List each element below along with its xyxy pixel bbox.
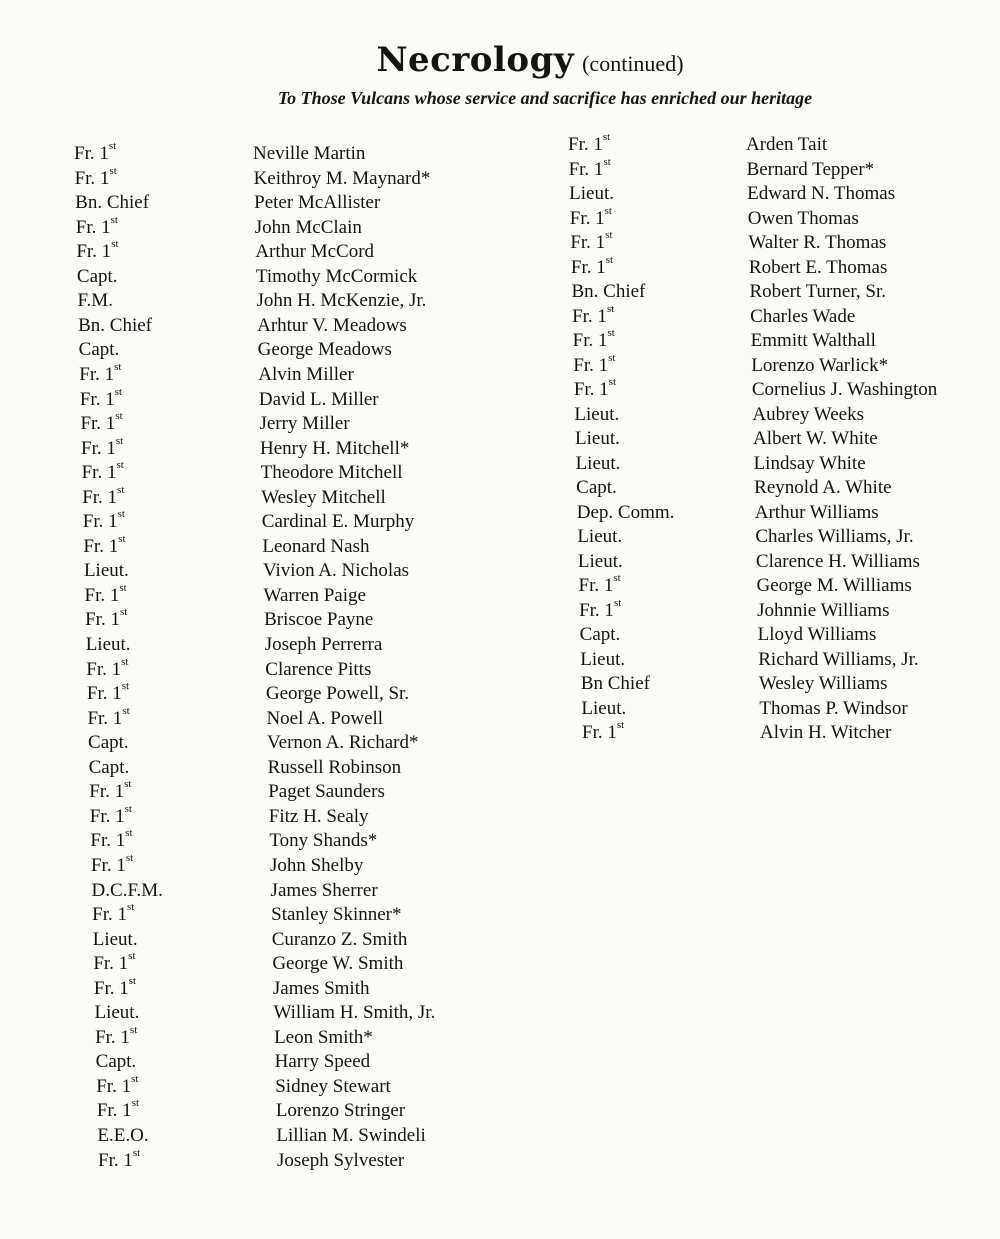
person-name: Lorenzo Stringer (275, 1100, 406, 1122)
rank-label: Fr. 1st (81, 459, 124, 484)
person-name: Owen Thomas (747, 207, 859, 229)
rank-label: Fr. 1st (96, 1097, 140, 1122)
person-name: George M. Williams (756, 575, 912, 596)
rank-label: Capt. (76, 265, 118, 287)
rank-label: Lieut. (581, 697, 627, 719)
person-name: Noel A. Powell (266, 707, 384, 729)
rank-label: Fr. 1st (98, 1146, 141, 1171)
rank-label: Fr. 1st (82, 483, 125, 508)
rank-label: Fr. 1st (74, 164, 117, 189)
person-name: Stanley Skinner* (271, 904, 402, 926)
person-name: Arhtur V. Meadows (257, 314, 407, 336)
person-name: Leon Smith* (274, 1026, 373, 1048)
rank-label: Capt. (88, 756, 130, 778)
rank-label: Lieut. (569, 183, 615, 204)
rank-label: Fr. 1st (582, 719, 625, 743)
person-name: Henry H. Mitchell* (260, 437, 410, 459)
rank-label: Fr. 1st (572, 302, 615, 327)
person-name: Tony Shands* (269, 830, 378, 852)
person-name: Warren Paige (263, 584, 366, 606)
person-name: Robert Turner, Sr. (749, 281, 886, 302)
person-name: Paget Saunders (268, 781, 385, 803)
rank-label: Fr. 1st (579, 596, 622, 621)
title-line (0, 40, 1000, 80)
rank-label: Fr. 1st (89, 802, 132, 827)
person-name: Sidney Stewart (275, 1075, 391, 1097)
person-name: Reynold A. White (754, 477, 892, 498)
person-name: Leonard Nash (262, 535, 370, 557)
title-suffix: (continued) (582, 51, 684, 76)
rank-label: Capt. (576, 477, 617, 498)
person-name: Lindsay White (753, 452, 866, 474)
rank-label: Lieut. (575, 428, 620, 449)
person-name: James Smith (272, 977, 370, 999)
rank-label: Fr. 1st (578, 572, 621, 596)
rank-label: Bn. Chief (571, 281, 646, 302)
person-name: Cornelius J. Washington (751, 379, 938, 400)
person-name: John McClain (254, 216, 362, 238)
rank-label: Fr. 1st (93, 950, 136, 975)
rank-label: Lieut. (577, 526, 623, 547)
rank-label: Fr. 1st (75, 213, 118, 238)
rank-label: Fr. 1st (74, 140, 117, 164)
person-name: Richard Williams, Jr. (758, 648, 919, 670)
rank-label: Bn Chief (580, 673, 650, 694)
person-name: Charles Williams, Jr. (755, 526, 914, 547)
rank-label: Fr. 1st (573, 351, 616, 376)
rank-label: Fr. 1st (79, 385, 123, 410)
person-name: Joseph Perrerra (264, 634, 383, 655)
rank-label: Lieut. (94, 1002, 140, 1024)
rank-label: Fr. 1st (96, 1072, 139, 1097)
person-name: Lloyd Williams (757, 624, 877, 645)
rank-label: Capt. (579, 624, 621, 645)
person-name: George Meadows (257, 339, 392, 361)
rank-label: Fr. 1st (93, 974, 137, 999)
person-name: Clarence Pitts (265, 658, 372, 680)
person-name: Vernon A. Richard* (267, 732, 419, 754)
rank-label: Fr. 1st (568, 155, 611, 180)
person-name: Briscoe Payne (264, 609, 374, 631)
rank-label: Fr. 1st (86, 655, 129, 680)
rank-label: Lieut. (92, 928, 138, 950)
person-name: Harry Speed (274, 1051, 371, 1073)
rank-label: Fr. 1st (76, 238, 119, 263)
page-title: Necrology (376, 40, 575, 80)
person-name: George W. Smith (272, 953, 404, 975)
rank-label: Fr. 1st (86, 680, 130, 705)
person-name: Peter McAllister (254, 192, 381, 214)
person-name: Fitz H. Sealy (268, 805, 369, 827)
person-name: Robert E. Thomas (748, 256, 888, 278)
person-name: James Sherrer (270, 879, 378, 901)
rank-label: Lieut. (574, 403, 620, 425)
rank-label: Lieut. (85, 634, 131, 655)
rank-label: Fr. 1st (81, 434, 124, 459)
rank-label: Bn. Chief (78, 314, 152, 336)
rank-label: Fr. 1st (90, 827, 133, 852)
page-header (0, 40, 1000, 109)
rank-label: Fr. 1st (80, 410, 123, 435)
rank-label: Fr. 1st (570, 229, 613, 253)
person-name: Timothy McCormick (255, 265, 418, 287)
rank-label: Fr. 1st (83, 532, 126, 557)
person-name: Walter R. Thomas (748, 232, 887, 253)
person-name: Wesley Williams (758, 673, 888, 694)
rank-label: Fr. 1st (87, 704, 130, 729)
person-name: Vivion A. Nicholas (262, 560, 410, 582)
person-name: Curanzo Z. Smith (271, 928, 408, 950)
person-name: Albert W. White (753, 428, 878, 449)
person-name: Thomas P. Windsor (759, 697, 908, 719)
rank-label: Fr. 1st (572, 327, 615, 351)
person-name: Theodore Mitchell (260, 462, 403, 484)
rank-label: Lieut. (577, 550, 623, 572)
person-name: Clarence H. Williams (755, 550, 920, 572)
person-name: Russell Robinson (267, 756, 402, 778)
page-subtitle: To Those Vulcans whose service and sacrifice has enriched our heritage (277, 88, 813, 108)
rank-label: Fr. 1st (573, 376, 617, 400)
person-name: Joseph Sylvester (277, 1149, 405, 1171)
rank-label: Fr. 1st (79, 360, 122, 385)
person-name: Charles Wade (750, 305, 856, 327)
person-name: Neville Martin (253, 143, 366, 164)
rank-label: F.M. (77, 290, 113, 312)
person-name: Arden Tait (746, 134, 828, 155)
person-name: John Shelby (269, 854, 364, 876)
rank-label: Capt. (88, 732, 129, 754)
rank-label: Fr. 1st (569, 204, 612, 229)
rank-label: Dep. Comm. (576, 501, 675, 523)
person-name: Jerry Miller (259, 413, 350, 435)
person-name: Alvin Miller (258, 363, 354, 385)
rank-label: Fr. 1st (82, 508, 125, 533)
person-name: Wesley Mitchell (261, 486, 386, 508)
rank-label: Fr. 1st (89, 778, 132, 803)
person-name: Lillian M. Swindeli (276, 1125, 426, 1146)
person-name: Johnnie Williams (757, 599, 890, 621)
person-name: Alvin H. Witcher (760, 722, 892, 743)
person-name: George Powell, Sr. (265, 683, 410, 705)
rank-label: Lieut. (575, 452, 621, 474)
rank-label: Fr. 1st (84, 581, 127, 606)
person-name: Cardinal E. Murphy (261, 511, 415, 533)
person-name: Arthur Williams (754, 501, 879, 523)
person-name: Arthur McCord (255, 241, 375, 263)
rank-label: Fr. 1st (90, 851, 134, 876)
person-name: William H. Smith, Jr. (273, 1002, 436, 1024)
rank-label: Fr. 1st (85, 606, 128, 631)
rank-label: Capt. (95, 1051, 137, 1073)
rank-label: Fr. 1st (568, 131, 611, 155)
rank-label: E.E.O. (97, 1125, 149, 1146)
person-name: David L. Miller (258, 388, 379, 410)
person-name: Emmitt Walthall (750, 330, 876, 351)
rank-label: Capt. (78, 339, 120, 361)
rank-label: D.C.F.M. (91, 879, 163, 901)
person-name: Aubrey Weeks (752, 403, 864, 425)
rank-label: Lieut. (580, 648, 626, 670)
rank-label: Fr. 1st (95, 1023, 138, 1048)
person-name: Lorenzo Warlick* (751, 354, 889, 376)
person-name: Edward N. Thomas (747, 183, 896, 204)
rank-label: Lieut. (83, 560, 129, 582)
person-name: Keithroy M. Maynard* (253, 167, 431, 189)
person-name: Bernard Tepper* (746, 158, 875, 180)
rank-label: Bn. Chief (75, 192, 150, 214)
person-name: John H. McKenzie, Jr. (256, 290, 427, 312)
rank-label: Fr. 1st (570, 253, 614, 278)
rank-label: Fr. 1st (92, 901, 135, 926)
